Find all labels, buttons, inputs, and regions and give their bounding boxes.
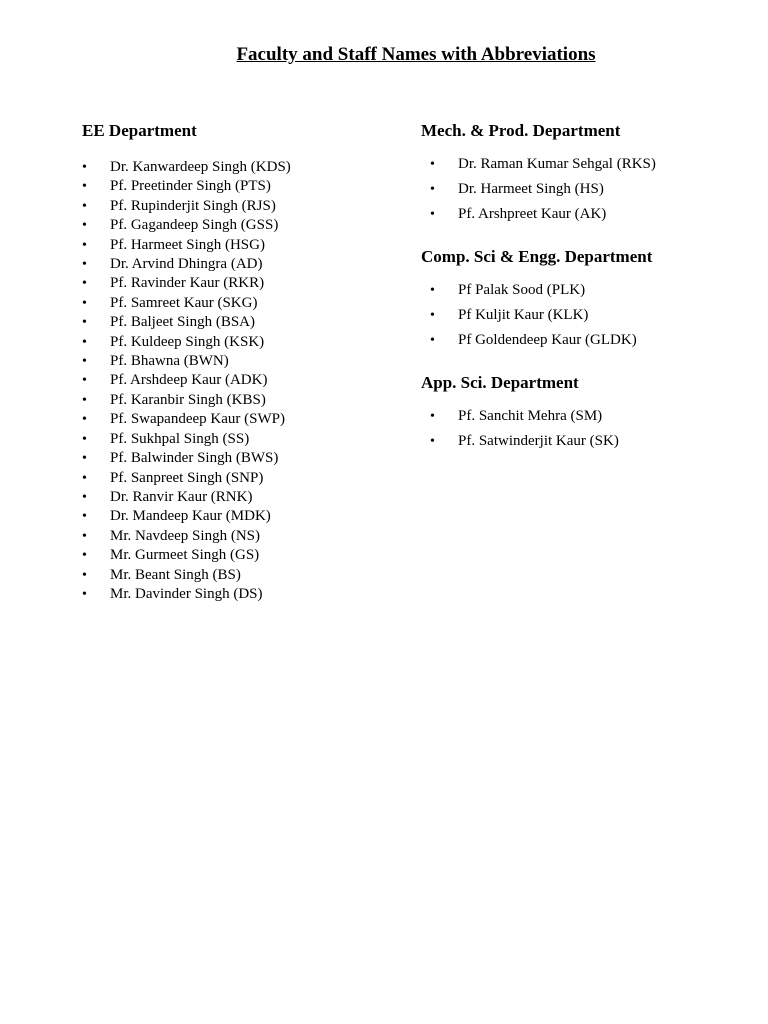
list-item <box>82 469 402 488</box>
list-item <box>82 158 402 177</box>
member-name: Pf. Sukhpal Singh (SS) <box>110 430 250 447</box>
ee-member-list <box>82 158 402 604</box>
member-name: Pf. Kuldeep Singh (KSK) <box>110 333 265 350</box>
list-item <box>82 546 402 565</box>
member-name: Pf Goldendeep Kaur (GLDK) <box>458 332 637 348</box>
bullet-icon: • <box>430 283 435 298</box>
bullet-icon: • <box>82 548 87 564</box>
list-item <box>82 294 402 313</box>
list-item <box>421 177 741 202</box>
bullet-icon: • <box>430 308 435 323</box>
bullet-icon: • <box>82 586 87 602</box>
bullet-icon: • <box>82 334 87 350</box>
appsci-department-section <box>421 372 741 454</box>
bullet-icon: • <box>430 182 435 197</box>
bullet-icon: • <box>82 315 87 331</box>
bullet-icon: • <box>82 470 87 486</box>
mech-member-list <box>421 152 741 227</box>
member-name: Pf. Sanchit Mehra (SM) <box>458 408 603 424</box>
appsci-member-list <box>421 404 741 454</box>
right-column <box>421 120 741 454</box>
bullet-icon: • <box>430 409 435 424</box>
member-name: Dr. Ranvir Kaur (RNK) <box>110 488 253 505</box>
member-name: Pf. Preetinder Singh (PTS) <box>110 178 271 195</box>
ee-department-section <box>82 120 402 604</box>
list-item <box>421 404 741 429</box>
page-title: Faculty and Staff Names with Abbreviations <box>236 44 596 65</box>
member-name: Pf. Bhawna (BWN) <box>110 353 229 370</box>
list-item <box>82 410 402 429</box>
bullet-icon: • <box>82 257 87 273</box>
member-name: Pf Palak Sood (PLK) <box>458 282 586 298</box>
list-item <box>82 488 402 507</box>
list-item <box>421 328 741 353</box>
member-name: Mr. Beant Singh (BS) <box>110 566 241 583</box>
bullet-icon: • <box>82 451 87 467</box>
member-name: Mr. Gurmeet Singh (GS) <box>110 547 260 564</box>
bullet-icon: • <box>82 276 87 292</box>
cse-department-heading: Comp. Sci & Engg. Department <box>421 247 653 266</box>
bullet-icon: • <box>82 373 87 389</box>
bullet-icon: • <box>82 412 87 428</box>
bullet-icon: • <box>82 489 87 505</box>
bullet-icon: • <box>82 198 87 214</box>
bullet-icon: • <box>82 295 87 311</box>
list-item <box>82 274 402 293</box>
list-item <box>82 255 402 274</box>
list-item <box>82 313 402 332</box>
member-name: Pf. Baljeet Singh (BSA) <box>110 314 255 331</box>
bullet-icon: • <box>82 354 87 370</box>
member-name: Pf. Harmeet Singh (HSG) <box>110 236 265 253</box>
member-name: Dr. Kanwardeep Singh (KDS) <box>110 159 291 175</box>
bullet-icon: • <box>430 157 435 172</box>
list-item <box>82 585 402 604</box>
list-item <box>421 278 741 303</box>
member-name: Pf. Ravinder Kaur (RKR) <box>110 275 265 292</box>
member-name: Pf. Swapandeep Kaur (SWP) <box>110 411 285 428</box>
member-name: Pf. Sanpreet Singh (SNP) <box>110 469 264 486</box>
list-item <box>82 333 402 352</box>
cse-department-section <box>421 246 741 353</box>
list-item <box>82 177 402 196</box>
list-item <box>82 352 402 371</box>
bullet-icon: • <box>82 392 87 408</box>
list-item <box>82 216 402 235</box>
left-column <box>82 120 402 604</box>
bullet-icon: • <box>82 179 87 195</box>
ee-department-heading: EE Department <box>82 121 197 140</box>
member-name: Mr. Davinder Singh (DS) <box>110 585 263 602</box>
member-name: Pf. Satwinderjit Kaur (SK) <box>458 433 619 449</box>
bullet-icon: • <box>430 207 435 222</box>
list-item <box>82 507 402 526</box>
bullet-icon: • <box>82 431 87 447</box>
member-name: Dr. Mandeep Kaur (MDK) <box>110 508 271 525</box>
list-item <box>82 566 402 585</box>
list-item <box>82 527 402 546</box>
mech-department-heading: Mech. & Prod. Department <box>421 121 621 140</box>
member-name: Dr. Arvind Dhingra (AD) <box>110 256 263 273</box>
member-name: Pf Kuljit Kaur (KLK) <box>458 307 589 323</box>
list-item <box>82 391 402 410</box>
member-name: Dr. Raman Kumar Sehgal (RKS) <box>458 156 656 172</box>
member-name: Pf. Balwinder Singh (BWS) <box>110 450 279 467</box>
list-item <box>421 429 741 454</box>
mech-department-section <box>421 120 741 227</box>
list-item <box>421 152 741 177</box>
member-name: Pf. Rupinderjit Singh (RJS) <box>110 197 276 214</box>
cse-member-list <box>421 278 741 353</box>
member-name: Pf. Gagandeep Singh (GSS) <box>110 217 279 234</box>
list-item <box>421 202 741 227</box>
member-name: Mr. Navdeep Singh (NS) <box>110 527 260 544</box>
member-name: Dr. Harmeet Singh (HS) <box>458 181 604 197</box>
bullet-icon: • <box>82 509 87 525</box>
list-item <box>421 303 741 328</box>
appsci-department-heading: App. Sci. Department <box>421 373 579 392</box>
list-item <box>82 430 402 449</box>
bullet-icon: • <box>430 333 435 348</box>
bullet-icon: • <box>82 218 87 234</box>
list-item <box>82 449 402 468</box>
list-item <box>82 197 402 216</box>
bullet-icon: • <box>82 528 87 544</box>
bullet-icon: • <box>82 237 87 253</box>
member-name: Pf. Karanbir Singh (KBS) <box>110 391 266 408</box>
bullet-icon: • <box>82 160 87 175</box>
list-item <box>82 236 402 255</box>
list-item <box>82 371 402 390</box>
bullet-icon: • <box>82 567 87 583</box>
member-name: Pf. Arshdeep Kaur (ADK) <box>110 372 268 389</box>
bullet-icon: • <box>430 434 435 449</box>
member-name: Pf. Samreet Kaur (SKG) <box>110 294 258 311</box>
member-name: Pf. Arshpreet Kaur (AK) <box>458 206 607 222</box>
